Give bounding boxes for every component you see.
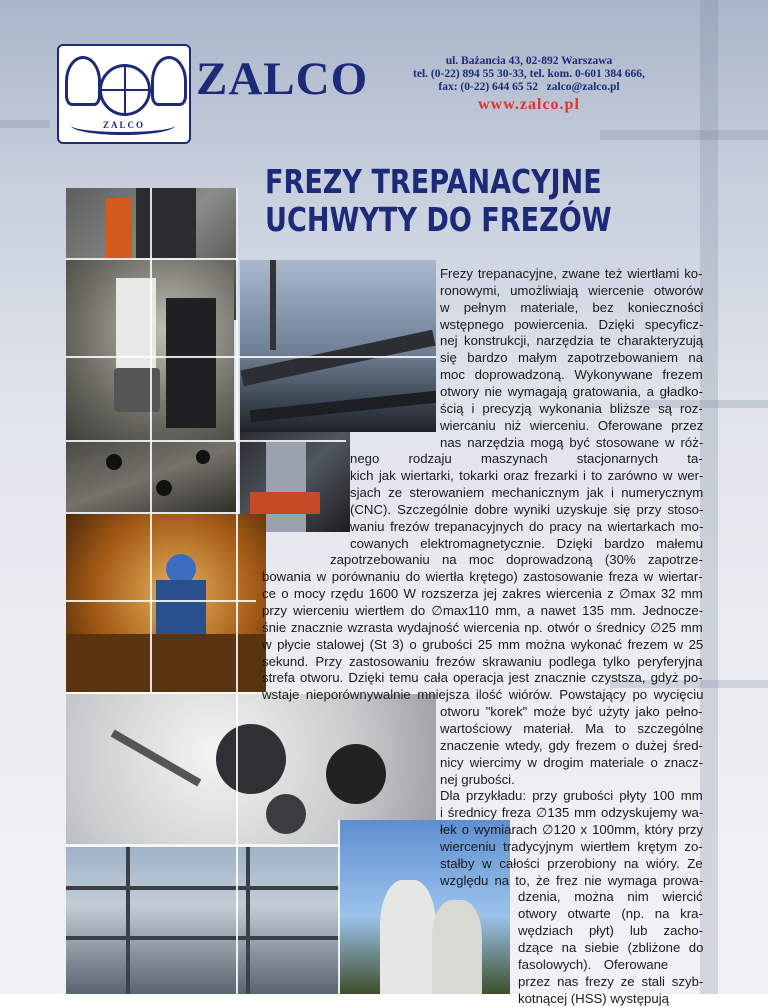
body-text-line: w pełnym materiale, bez konieczności	[440, 299, 704, 315]
body-text-line: wstaje nieporównywalnie mniejsza ilość wiórów. Powstający po wycięciu	[262, 687, 704, 703]
collage-grid-line	[66, 845, 340, 847]
page-title	[265, 163, 612, 239]
collage-grid-line	[66, 258, 238, 260]
background-beam	[640, 400, 768, 408]
phone: tel. (0-22) 894 55 30-33, tel. kom. 0-601 384 666,	[413, 68, 645, 80]
body-text-line: dzenia, można nim wiercić	[518, 889, 703, 905]
body-text-line: nej grubości.	[440, 771, 515, 787]
lion-icon	[151, 56, 187, 106]
body-text-line: i średnicy freza ∅135 mm odzyskujemy wa-	[440, 805, 704, 821]
body-text-line: nicy wiercimy w drogim materiale o znacz-	[440, 754, 703, 770]
title-line-2: UCHWYTY DO FREZÓW	[265, 200, 612, 239]
body-text-line: fasolowych). Oferowane	[518, 956, 669, 972]
body-text-line: wędziach płyt) lub zacho-	[518, 923, 704, 939]
body-text-line: sjach ze sterowaniem mechanicznym jak i numerycznym	[350, 485, 704, 501]
background-beam	[600, 130, 768, 140]
collage-grid-line	[338, 820, 340, 994]
body-text-line: wstępnego powiercenia. Dzięki specyficz-	[440, 316, 704, 332]
body-text-line: przez nas frezy ze stali szyb-	[518, 973, 704, 989]
body-text-line: śnie znacznie wzrasta wydajność wiercenia np. otwór o średnicy ∅25 mm	[262, 619, 703, 635]
body-text-line: kotnącej (HSS) występują	[518, 990, 669, 1006]
address: ul. Bażancia 43, 02-892 Warszawa	[445, 55, 613, 67]
body-text-line: otwory otwarte (np. na kra-	[518, 906, 703, 922]
body-text-line: ce o mocy rzędu 1600 W rozszerza jej zakres wiercenia z ∅max 32 mm	[262, 586, 703, 602]
collage-grid-line	[236, 188, 238, 994]
photo-crane-chain	[240, 260, 436, 432]
body-text-line: ścią i precyzją wykonania bliższe są roz-	[440, 400, 703, 416]
logo-text: ZALCO	[102, 120, 145, 130]
background-beam	[0, 120, 50, 128]
body-text-line: otwory nie wymagają gratowania, a gładko-	[440, 383, 703, 399]
body-text-line: wiercaniu niż wierceniu. Oferowane przez	[440, 417, 704, 433]
body-text-line: sekund. Przy zastosowaniu frezów skrawaniu podlega tylko peryferyjna	[262, 653, 703, 669]
body-text-line: ronowymi, umożliwiają wiercenie otworów	[440, 282, 704, 298]
body-text-line: cowanych elektromagnetycznie. Dzięki bardzo małemu	[350, 535, 704, 551]
photo-cooling-towers	[340, 820, 510, 994]
body-text-line: wartościowy materiał. Ma to szczególne	[440, 720, 704, 736]
contact-info	[394, 55, 664, 94]
collage-grid-line	[150, 188, 152, 692]
body-text-line: nej konstrukcji, narzędzia te charakteryzują	[440, 333, 704, 349]
body-text-line: łek o wymiarach ∅120 x 100mm, który przy	[440, 822, 704, 838]
title-line-1: FREZY TREPANACYJNE	[265, 162, 602, 201]
collage-grid-line	[66, 692, 436, 694]
background-beam	[700, 0, 718, 994]
body-text-line: w płycie stalowej (St 3) o grubości 25 mm można wykonać frezem w 25	[262, 636, 704, 652]
body-text-line: stałby w całości przerobiony na wióry. Ze	[440, 855, 703, 871]
body-text-line: wierceniu tradycyjnym wiertłem krętym zo-	[440, 838, 703, 854]
body-text-line: bowania w porównaniu do wiertła krętego) zastosowanie freza w wiertar-	[262, 569, 703, 585]
body-text-line: się bardzo małym zapotrzebowaniem na	[440, 350, 704, 366]
body-text-line: moc doprowadzoną. Wykonywane frezem	[440, 367, 703, 383]
collage-grid-line	[66, 440, 346, 442]
body-text-line: (CNC). Szczególnie dobre wyniki uzyskuje się przy stoso-	[350, 501, 704, 517]
body-text-line: dzące na siebie (zbliżone do	[518, 940, 704, 955]
collage-grid-line	[66, 600, 256, 602]
website-link[interactable]: www.zalco.pl	[478, 96, 580, 113]
background-beam	[610, 680, 768, 688]
globe-icon	[99, 64, 151, 116]
body-text-line: Frezy trepanacyjne, zwane też wiertłami ko-	[440, 266, 703, 281]
body-text-line: Dla przykładu: przy grubości płyty 100 mm	[440, 788, 703, 804]
body-text-line: przy wierceniu wiertłem do ∅max110 mm, a nawet 135 mm. Jednocze-	[262, 603, 704, 618]
body-text-line: strefa otworu. Dzięki temu cała operacja jest znacznie czystsza, gdyż po-	[262, 670, 703, 686]
brand-name: ZALCO	[196, 53, 369, 105]
body-text-line: kich jak wiertarki, tokarki oraz frezarki i to zarówno w wer-	[350, 468, 704, 484]
body-text-line: waniu frezów trepanacyjnych do pracy na wiertarkach mo-	[350, 518, 704, 534]
body-text-line: zapotrzebowaniu na moc doprowadzoną (30% zapotrze-	[330, 552, 703, 568]
company-logo	[57, 44, 191, 144]
body-text-line: znaczenie wtedy, gdy frezem o dużej śred-	[440, 737, 703, 753]
fax-email: fax: (0-22) 644 65 52 zalco@zalco.pl	[438, 81, 620, 93]
body-text-line: względu na to, że frez nie wymaga prowa-	[440, 872, 704, 888]
body-text-line: nego rodzaju maszynach stacjonarnych ta-	[350, 451, 703, 467]
lion-icon	[65, 56, 101, 106]
body-text-line: otworu "korek" może być użyty jako pełno-	[440, 704, 703, 720]
body-text-line: nas narzędzia mogą być stosowane w róż-	[440, 434, 704, 450]
collage-grid-line	[66, 356, 436, 358]
